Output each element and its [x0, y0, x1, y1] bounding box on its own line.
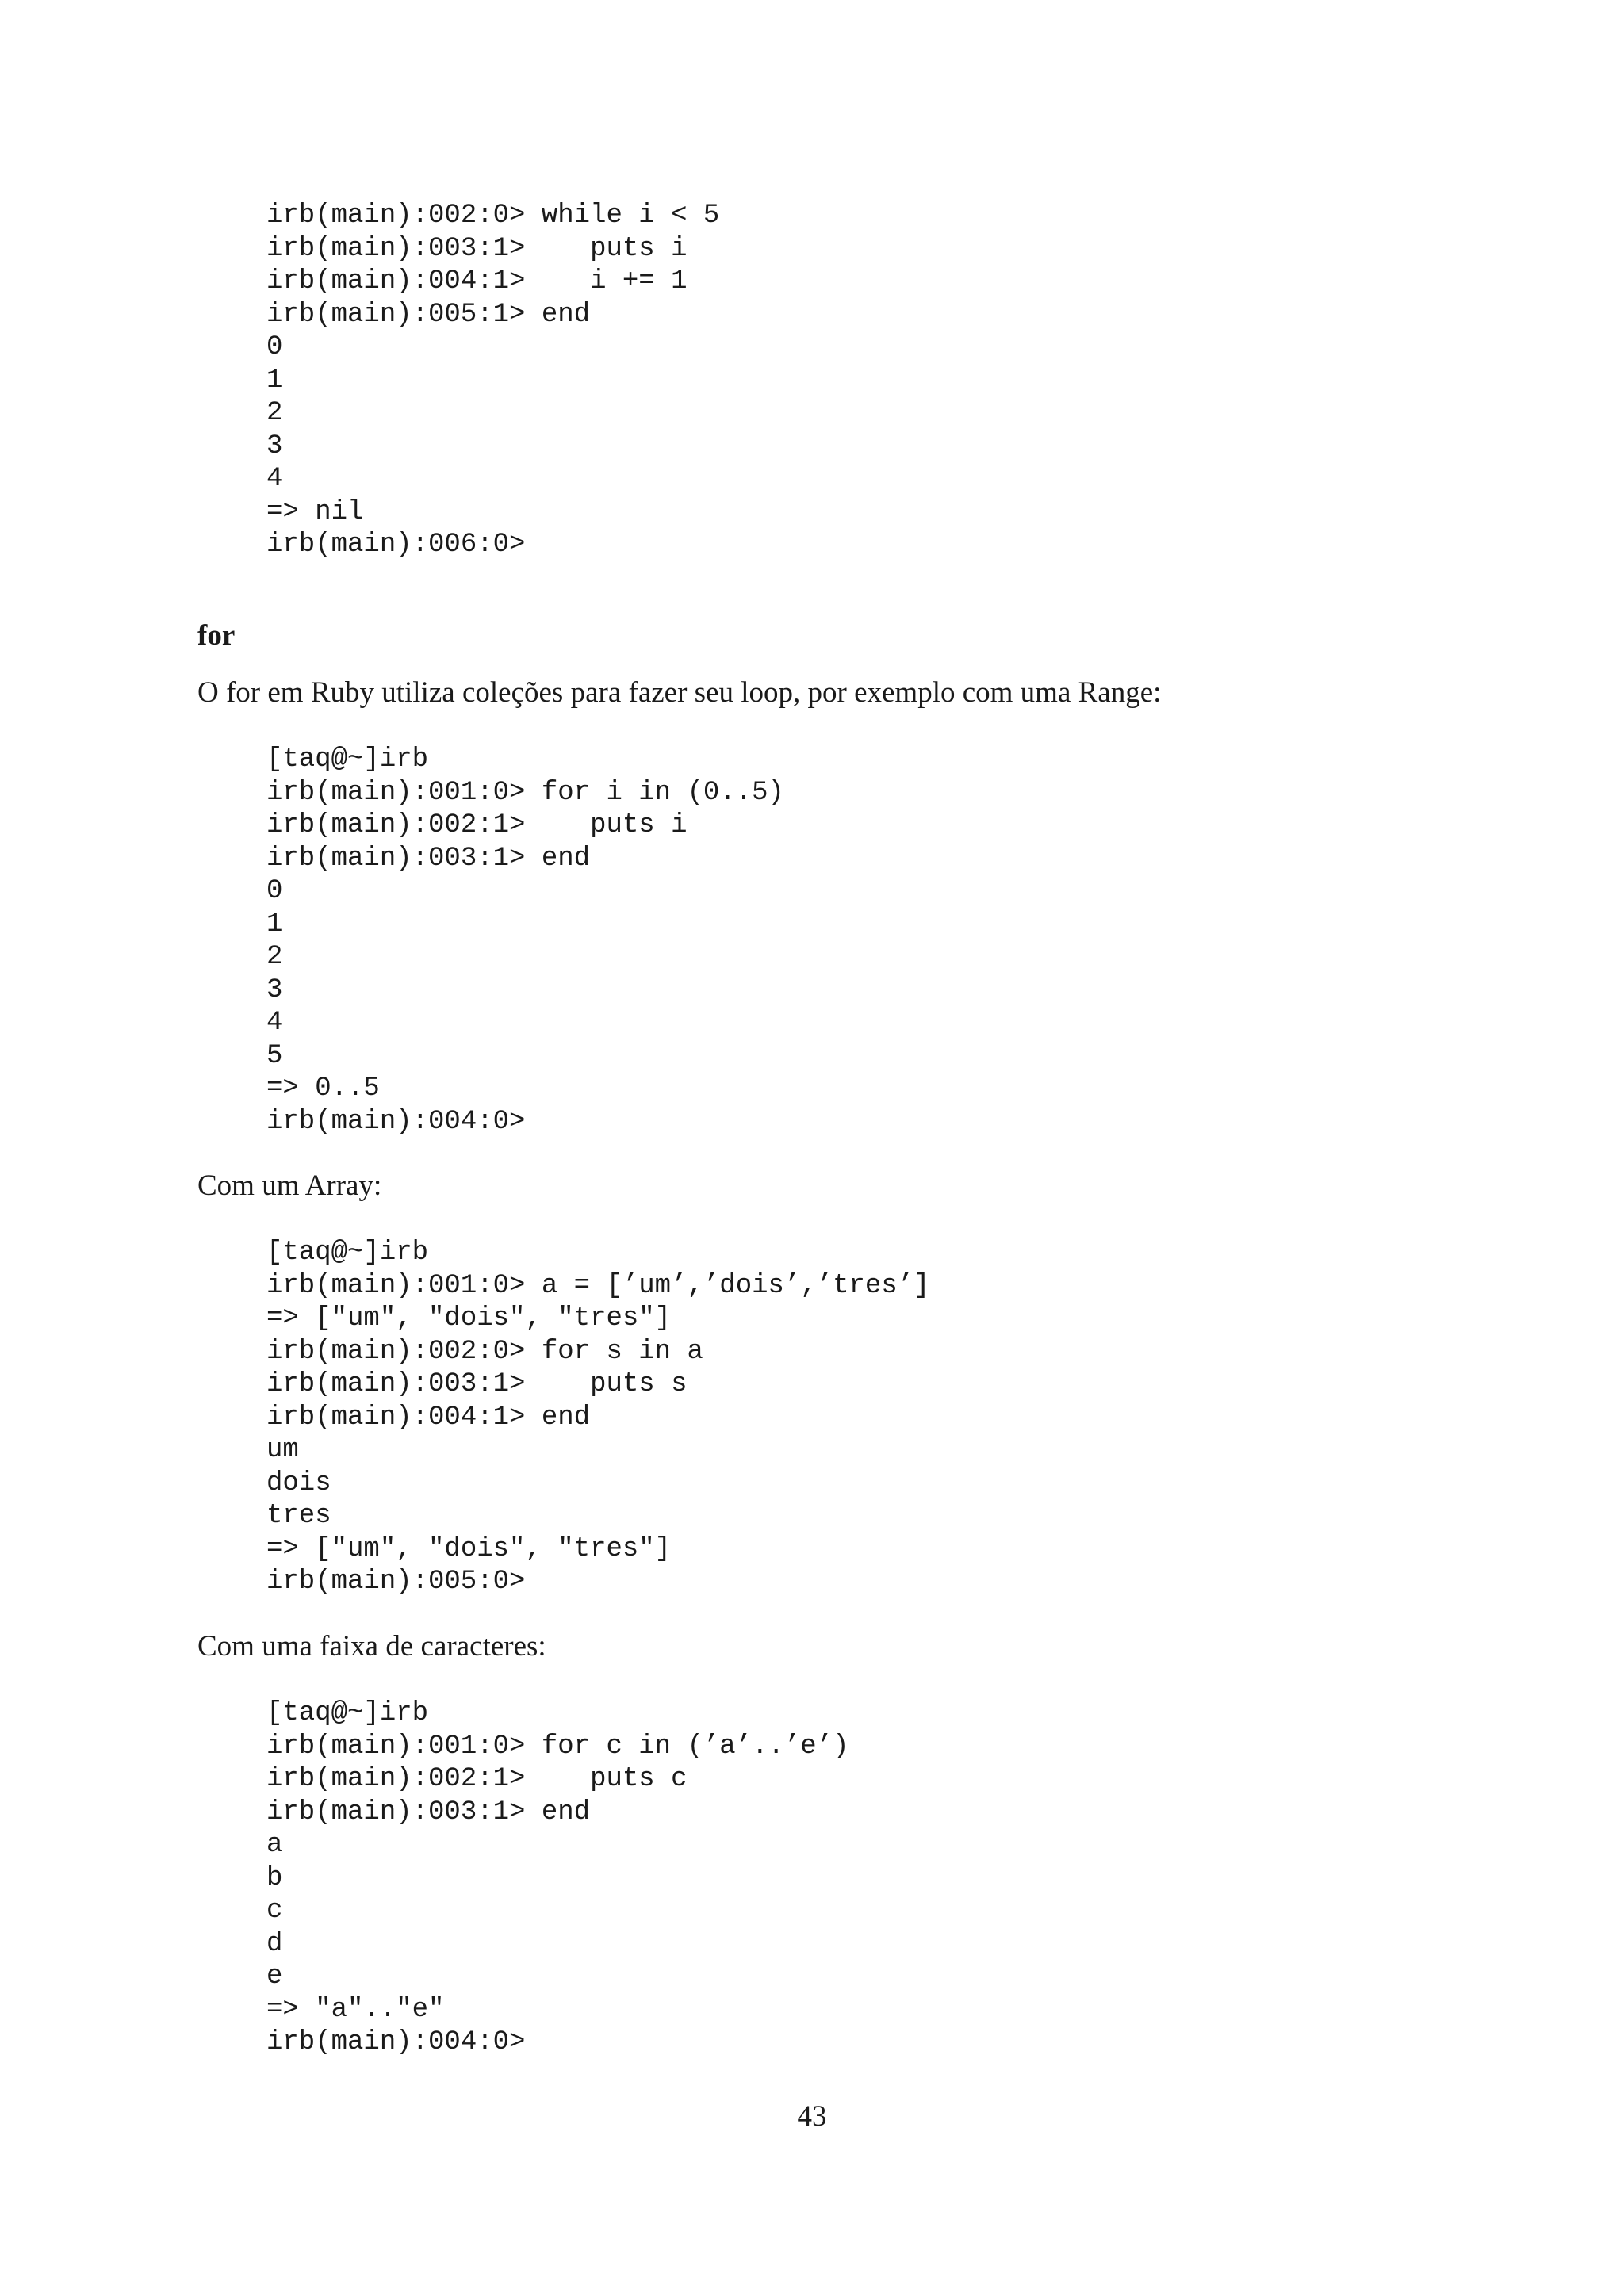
code-line: irb(main):001:0> for i in (0..5) [266, 777, 784, 808]
code-block-for-range [266, 744, 784, 1138]
code-line: 3 [266, 430, 283, 461]
section-heading: for [197, 619, 236, 652]
code-line: d [266, 1928, 283, 1959]
code-block-for-array [266, 1237, 930, 1599]
code-line: irb(main):003:1> end [266, 843, 591, 874]
code-line: irb(main):005:0> [266, 1567, 526, 1597]
code-line: => nil [266, 496, 364, 527]
code-block-while-loop [266, 200, 719, 562]
code-line: 1 [266, 365, 283, 396]
page-number: 43 [797, 2100, 827, 2133]
paragraph-array-intro: Com um Array: [197, 1169, 382, 1202]
code-line: um [266, 1435, 299, 1465]
code-line: irb(main):006:0> [266, 530, 526, 560]
code-line: irb(main):004:0> [266, 2027, 526, 2057]
paragraph-for-range-intro: O for em Ruby utiliza coleções para fazer seu loop, por exemplo com uma Range: [197, 676, 1162, 709]
code-line: 0 [266, 332, 283, 362]
code-line: b [266, 1862, 283, 1893]
code-line: => ["um", "dois", "tres"] [266, 1303, 672, 1334]
code-line: irb(main):002:1> puts i [266, 810, 688, 840]
code-line: [taq@~]irb [266, 1238, 429, 1268]
code-line: dois [266, 1468, 331, 1498]
code-line: irb(main):002:1> puts c [266, 1764, 688, 1794]
paragraph-char-range-intro: Com uma faixa de caracteres: [197, 1630, 546, 1663]
code-line: irb(main):002:0> for s in a [266, 1336, 703, 1367]
code-line: 2 [266, 942, 283, 972]
code-line: tres [266, 1501, 331, 1531]
code-line: irb(main):004:0> [266, 1106, 526, 1137]
code-line: 4 [266, 464, 283, 494]
code-line: e [266, 1961, 283, 1992]
code-line: irb(main):001:0> a = [’um’,’dois’,’tres’] [266, 1270, 930, 1301]
code-line: [taq@~]irb [266, 1698, 429, 1728]
code-line: irb(main):003:1> puts s [266, 1369, 688, 1399]
code-block-for-char-range [266, 1697, 849, 2060]
code-line: a [266, 1830, 283, 1860]
code-line: irb(main):002:0> while i < 5 [266, 201, 720, 231]
code-line: irb(main):005:1> end [266, 299, 591, 330]
code-line: 2 [266, 398, 283, 428]
code-line: 0 [266, 876, 283, 906]
code-line: 3 [266, 974, 283, 1005]
code-line: irb(main):003:1> end [266, 1797, 591, 1827]
code-line: c [266, 1896, 283, 1926]
code-line: => 0..5 [266, 1073, 380, 1104]
code-line: => "a".."e" [266, 1994, 445, 2025]
code-line: irb(main):001:0> for c in (’a’..’e’) [266, 1731, 849, 1762]
code-line: 5 [266, 1040, 283, 1071]
code-line: irb(main):003:1> puts i [266, 233, 688, 264]
code-line: 4 [266, 1008, 283, 1038]
code-line: irb(main):004:1> end [266, 1402, 591, 1433]
code-line: irb(main):004:1> i += 1 [266, 266, 688, 297]
code-line: => ["um", "dois", "tres"] [266, 1533, 672, 1564]
code-line: 1 [266, 909, 283, 939]
code-line: [taq@~]irb [266, 744, 429, 775]
